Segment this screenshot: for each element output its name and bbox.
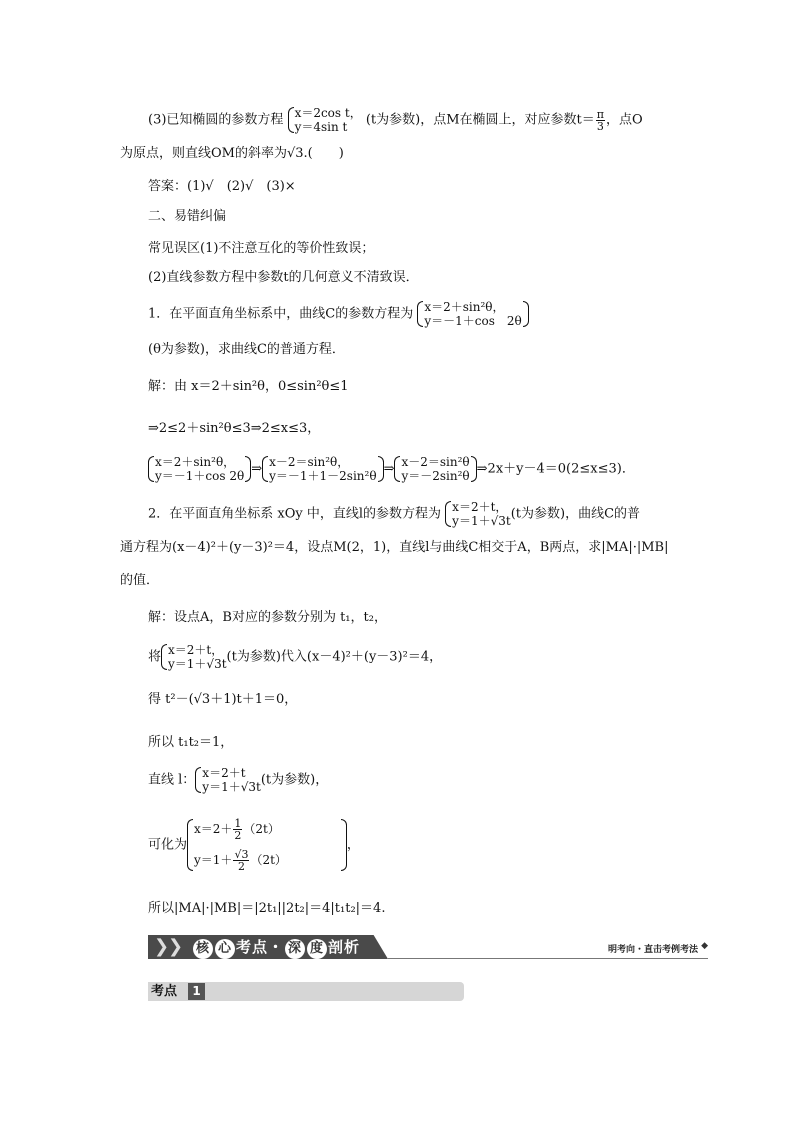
banner-subtitle: 明考向・直击考例考法 [607,945,698,955]
diamond-icon: ◆ [701,941,708,951]
problem2-substitution: 将 x＝2＋t， y＝1＋√3t (t为参数)代入(x－4)²＋(y－3)²＝4， [148,643,443,671]
section-banner [148,933,708,961]
banner-rule [388,958,708,959]
problem1-sol1: 解：由 x＝2＋sin²θ，0≤sin²θ≤1 [148,379,349,394]
conversion-system: x＝2＋ $\frac{1}{2}$ （2t） y＝1＋ $\frac{√3}{2}$ （2t） [187,818,347,872]
q3-line1: (3)已知椭圆的参数方程 x＝2cos t， y＝4sin t (t为参数)，点M在椭圆上，对应参数t＝ $\frac{\pi}{3}$ ，点O [148,106,643,134]
problem1-system: x＝2＋sin²θ， y＝－1＋cos 2θ [417,300,528,328]
problem2-stem-c: 通方程为(x－4)²＋(y－3)²＝4，设点M(2，1)，直线l与曲线C相交于A，B两点，求|MA|·|MB| [120,540,669,555]
problem2-sol1: 解：设点A，B对应的参数分别为 t₁，t₂， [148,610,387,625]
problem1-stem: 1．在平面直角坐标系中，曲线C的参数方程为 x＝2＋sin²θ， y＝－1＋cos 2θ [148,300,529,328]
problem1-derivation: x＝2＋sin²θ， y＝－1＋cos 2θ ⇒ x－2＝sin²θ， y＝－1＋1－2sin²θ ⇒ x－2＝sin²θ y＝－2sin²θ ⇒2x＋y－4＝0(2≤x≤3)． [148,455,635,483]
topic-bar [148,982,464,1001]
chevron-right-icon: ❯ [168,936,184,957]
q3-line2: 为原点，则直线OM的斜率为√3.( ) [120,146,344,161]
chevron-right-icon: ❯ [154,936,170,957]
problem2-sol3: 得 t²－(√3＋1)t＋1＝0， [148,692,298,707]
problem2-line-system: x＝2＋t， y＝1＋√3t [445,500,511,528]
section-heading: 二、易错纠偏 [148,209,227,224]
problem2-conversion: 可化为 x＝2＋ $\frac{1}{2}$ （2t） y＝1＋ $\frac{√3}{2}$ （2t） ， [148,817,360,873]
banner-title: 核 心 考点・ 深 度 剖析 [192,936,360,959]
problem2-sol4: 所以 t₁t₂＝1， [148,735,234,750]
problem2-line: 直线 l： x＝2＋t y＝1＋√3t (t为参数)， [148,766,329,794]
derivation-system-3: x－2＝sin²θ y＝－2sin²θ [394,455,476,483]
line-system: x＝2＋t y＝1＋√3t [195,766,261,794]
substitution-system: x＝2＋t， y＝1＋√3t [161,643,227,671]
derivation-system-1: x＝2＋sin²θ， y＝－1＋cos 2θ [148,455,251,483]
problem1-stem2: (θ为参数)，求曲线C的普通方程． [148,342,345,357]
problem2-stem-d: 的值． [120,573,160,588]
q3-ellipse-system: x＝2cos t， y＝4sin t [288,106,362,134]
derivation-system-2: x－2＝sin²θ， y＝－1＋1－2sin²θ [262,455,383,483]
topic-label: 考点 [151,984,178,999]
q3-pi-over-3: $\frac{\pi}{3}$ [596,107,604,133]
answer-line: 答案：(1)√ (2)√ (3)× [148,179,296,194]
q3-lead: (3)已知椭圆的参数方程 [148,112,284,128]
problem1-sol2: ⇒2≤2＋sin²θ≤3⇒2≤x≤3， [148,421,321,436]
problem2-final: 所以|MA|·|MB|＝|2t₁||2t₂|＝4|t₁t₂|＝4. [148,901,386,916]
problem2-stem: 2．在平面直角坐标系 xOy 中，直线l的参数方程为 x＝2＋t， y＝1＋√3t (t为参数)，曲线C的普 [148,500,641,528]
pitfall-1: 常见误区(1)不注意互化的等价性致误； [148,241,375,256]
topic-number: 1 [188,983,205,1000]
pitfall-2: (2)直线参数方程中参数t的几何意义不清致误． [148,270,419,285]
